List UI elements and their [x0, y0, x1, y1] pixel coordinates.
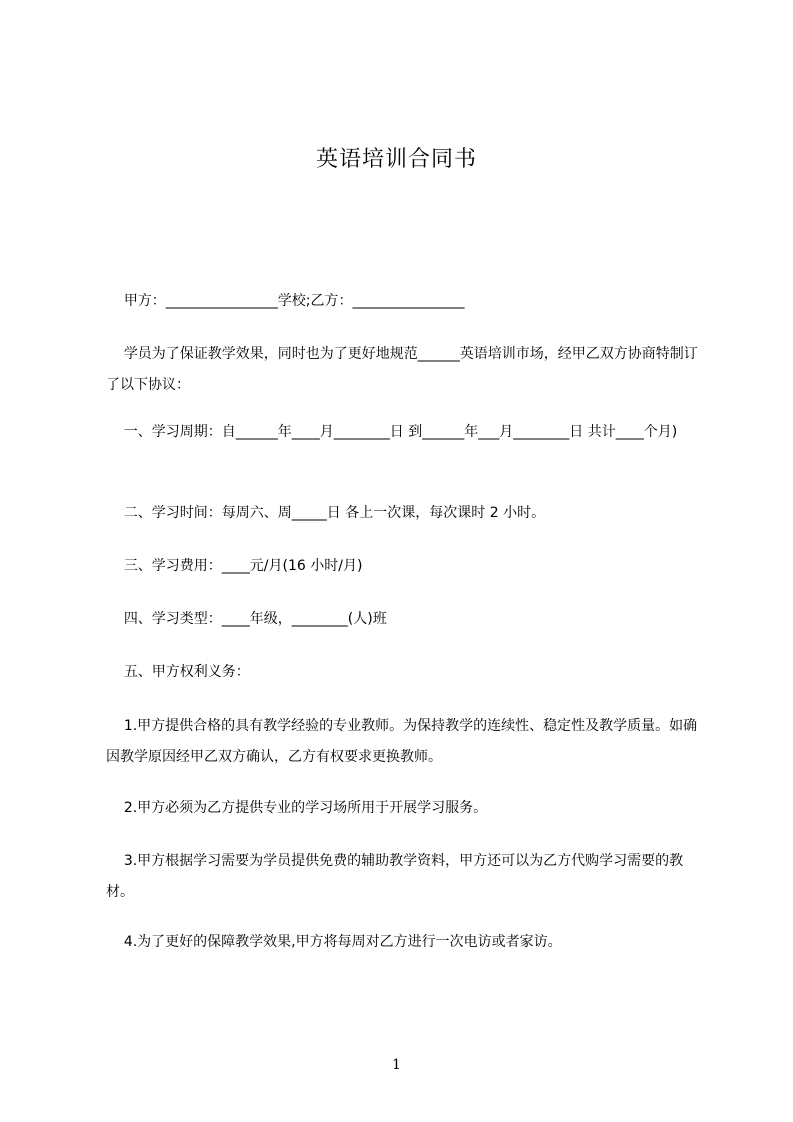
party-a-item-1: 1.甲方提供合格的具有教学经验的专业教师。为保持教学的连续性、稳定性及教学质量。如确因教学原因经甲乙双方确认，乙方有权要求更换教师。	[106, 718, 698, 765]
clause-study-type: 四、学习类型：____年级，________(人)班	[106, 611, 387, 627]
clause-study-time: 二、学习时间：每周六、周_____日 各上一次课，每次课时 2 小时。	[106, 505, 546, 521]
preamble-paragraph: 学员为了保证教学效果，同时也为了更好地规范______英语培训市场，经甲乙双方协商特制订了以下协议：	[106, 346, 698, 393]
party-a-item-2: 2.甲方必须为乙方提供专业的学习场所用于开展学习服务。	[106, 800, 488, 816]
document-title: 英语培训合同书	[315, 147, 477, 172]
clause-study-period: 一、学习周期：自______年____月________日 到______年___月________日 共计____个月)	[106, 424, 678, 440]
party-a-item-3: 3.甲方根据学习需要为学员提供免费的辅助教学资料，甲方还可以为乙方代购学习需要的教材。	[106, 853, 684, 900]
party-a-item-4: 4.为了更好的保障教学效果,甲方将每周对乙方进行一次电访或者家访。	[106, 934, 562, 950]
page-number: 1	[392, 1057, 401, 1073]
clause-study-fee: 三、学习费用：____元/月(16 小时/月)	[106, 558, 363, 574]
parties-line: 甲方：________________学校;乙方：________________	[106, 293, 465, 309]
clause-party-a-rights: 五、甲方权利义务：	[106, 664, 250, 680]
